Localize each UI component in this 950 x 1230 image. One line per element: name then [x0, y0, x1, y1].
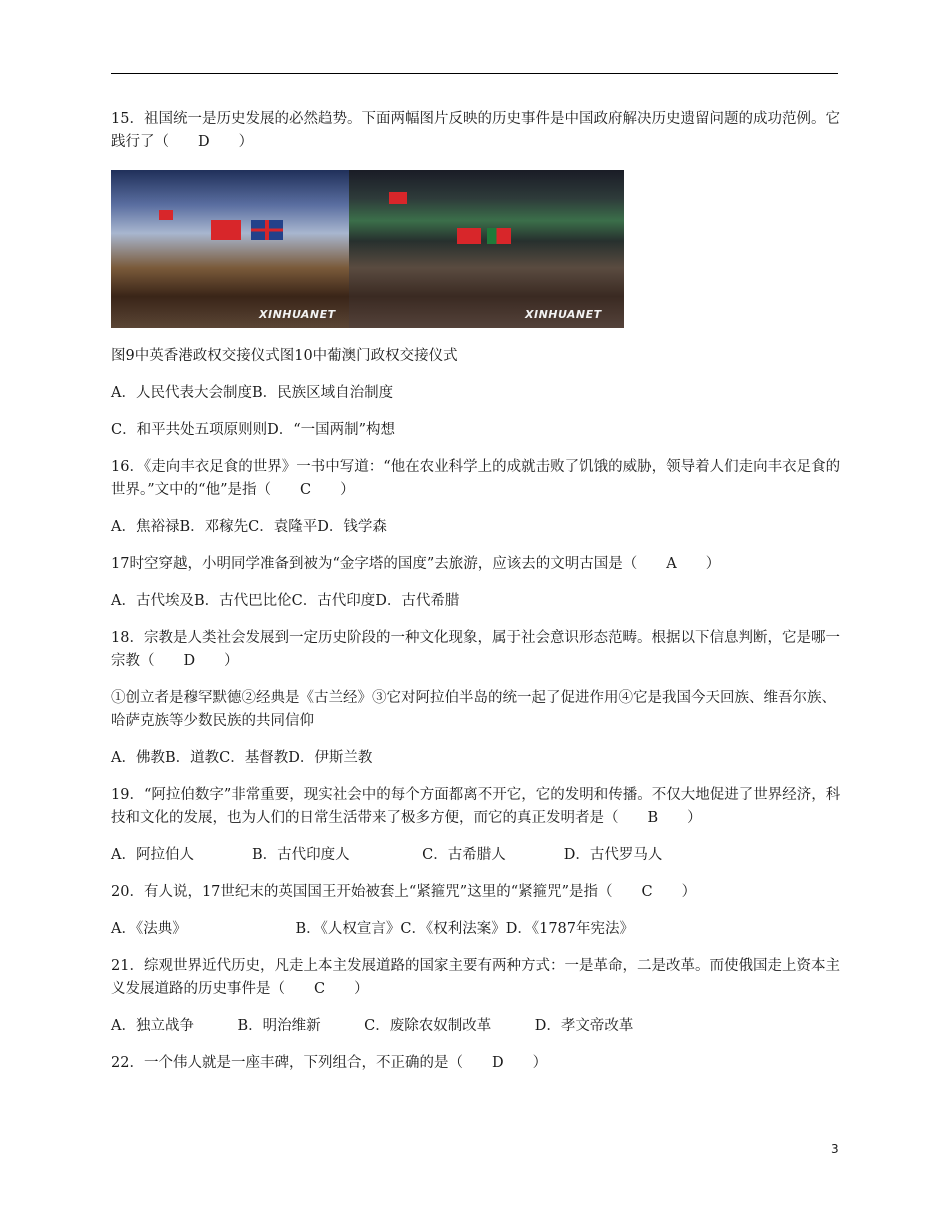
- q15-options-cd: C．和平共处五项原则则D．“一国两制”构想: [111, 422, 396, 438]
- figure-caption: 图9中英香港政权交接仪式图10中葡澳门政权交接仪式: [111, 348, 458, 364]
- q16-options: A．焦裕禄B．邓稼先C．袁隆平D．钱学森: [111, 519, 387, 535]
- q16-stem: 16．《走向丰衣足食的世界》一书中写道：“他在农业科学上的成就击败了饥饿的威胁，领导着人们走向丰衣足食的世界。”文中的“他”是指（ C ）: [111, 459, 841, 498]
- hongkong-handover-photo: [111, 170, 349, 328]
- small-flag-icon: [389, 192, 407, 204]
- header-rule: [111, 73, 838, 74]
- q19-stem: 19．“阿拉伯数字”非常重要，现实社会中的每个方面都离不开它，它的发明和传播。不仅大地促进了世界经济，科技和文化的发展，也为人们的日常生活带来了极多方便，而它的真正发明者是（ B ）: [111, 787, 841, 826]
- q22-stem: 22．一个伟人就是一座丰碑，下列组合，不正确的是（ D ）: [111, 1055, 548, 1071]
- q19-options: A．阿拉伯人 B．古代印度人 C．古希腊人 D．古代罗马人: [111, 847, 663, 863]
- q20-stem: 20．有人说，17世纪末的英国国王开始被套上“紧箍咒”这里的“紧箍咒”是指（ C ）: [111, 884, 697, 900]
- portugal-flag-icon: [487, 228, 511, 244]
- question-list: [111, 382, 841, 1089]
- macau-handover-photo: [349, 170, 624, 328]
- q20-options: A．《法典》 B．《人权宣言》C．《权利法案》D．《1787年宪法》: [111, 921, 634, 937]
- q21-options: A．独立战争 B．明治维新 C．废除农奴制改革 D．孝文帝改革: [111, 1018, 634, 1034]
- page-number: 3: [831, 1142, 839, 1156]
- photo-strip: [111, 170, 624, 328]
- small-flag-icon: [159, 210, 173, 220]
- q18-info: ①创立者是穆罕默德②经典是《古兰经》③它对阿拉伯半岛的统一起了促进作用④它是我国今天回族、维吾尔族、哈萨克族等少数民族的共同信仰: [111, 690, 836, 729]
- q15-stem: 15．祖国统一是历史发展的必然趋势。下面两幅图片反映的历史事件是中国政府解决历史遗留问题的成功范例。它践行了（ D ）: [111, 111, 840, 150]
- q21-stem: 21．综观世界近代历史，凡走上本主发展道路的国家主要有两种方式：一是革命，二是改革。而使俄国走上资本主义发展道路的历史事件是（ C ）: [111, 958, 840, 997]
- xinhuanet-watermark: XINHUANET: [525, 308, 602, 321]
- q17-options: A．古代埃及B．古代巴比伦C．古代印度D．古代希腊: [111, 593, 460, 609]
- q15-options-ab: A．人民代表大会制度B．民族区域自治制度: [111, 385, 394, 401]
- question-body: [111, 108, 841, 168]
- q18-stem: 18．宗教是人类社会发展到一定历史阶段的一种文化现象，属于社会意识形态范畴。根据以下信息判断，它是哪一宗教（ D ）: [111, 630, 840, 669]
- china-flag-icon: [457, 228, 481, 244]
- q18-options: A．佛教B．道教C．基督教D．伊斯兰教: [111, 750, 373, 766]
- q17-stem: 17时空穿越，小明同学准备到被为“金字塔的国度”去旅游，应该去的文明古国是（ A ）: [111, 556, 721, 572]
- uk-flag-icon: [251, 220, 283, 240]
- china-flag-icon: [211, 220, 241, 240]
- xinhuanet-watermark: XINHUANET: [259, 308, 336, 321]
